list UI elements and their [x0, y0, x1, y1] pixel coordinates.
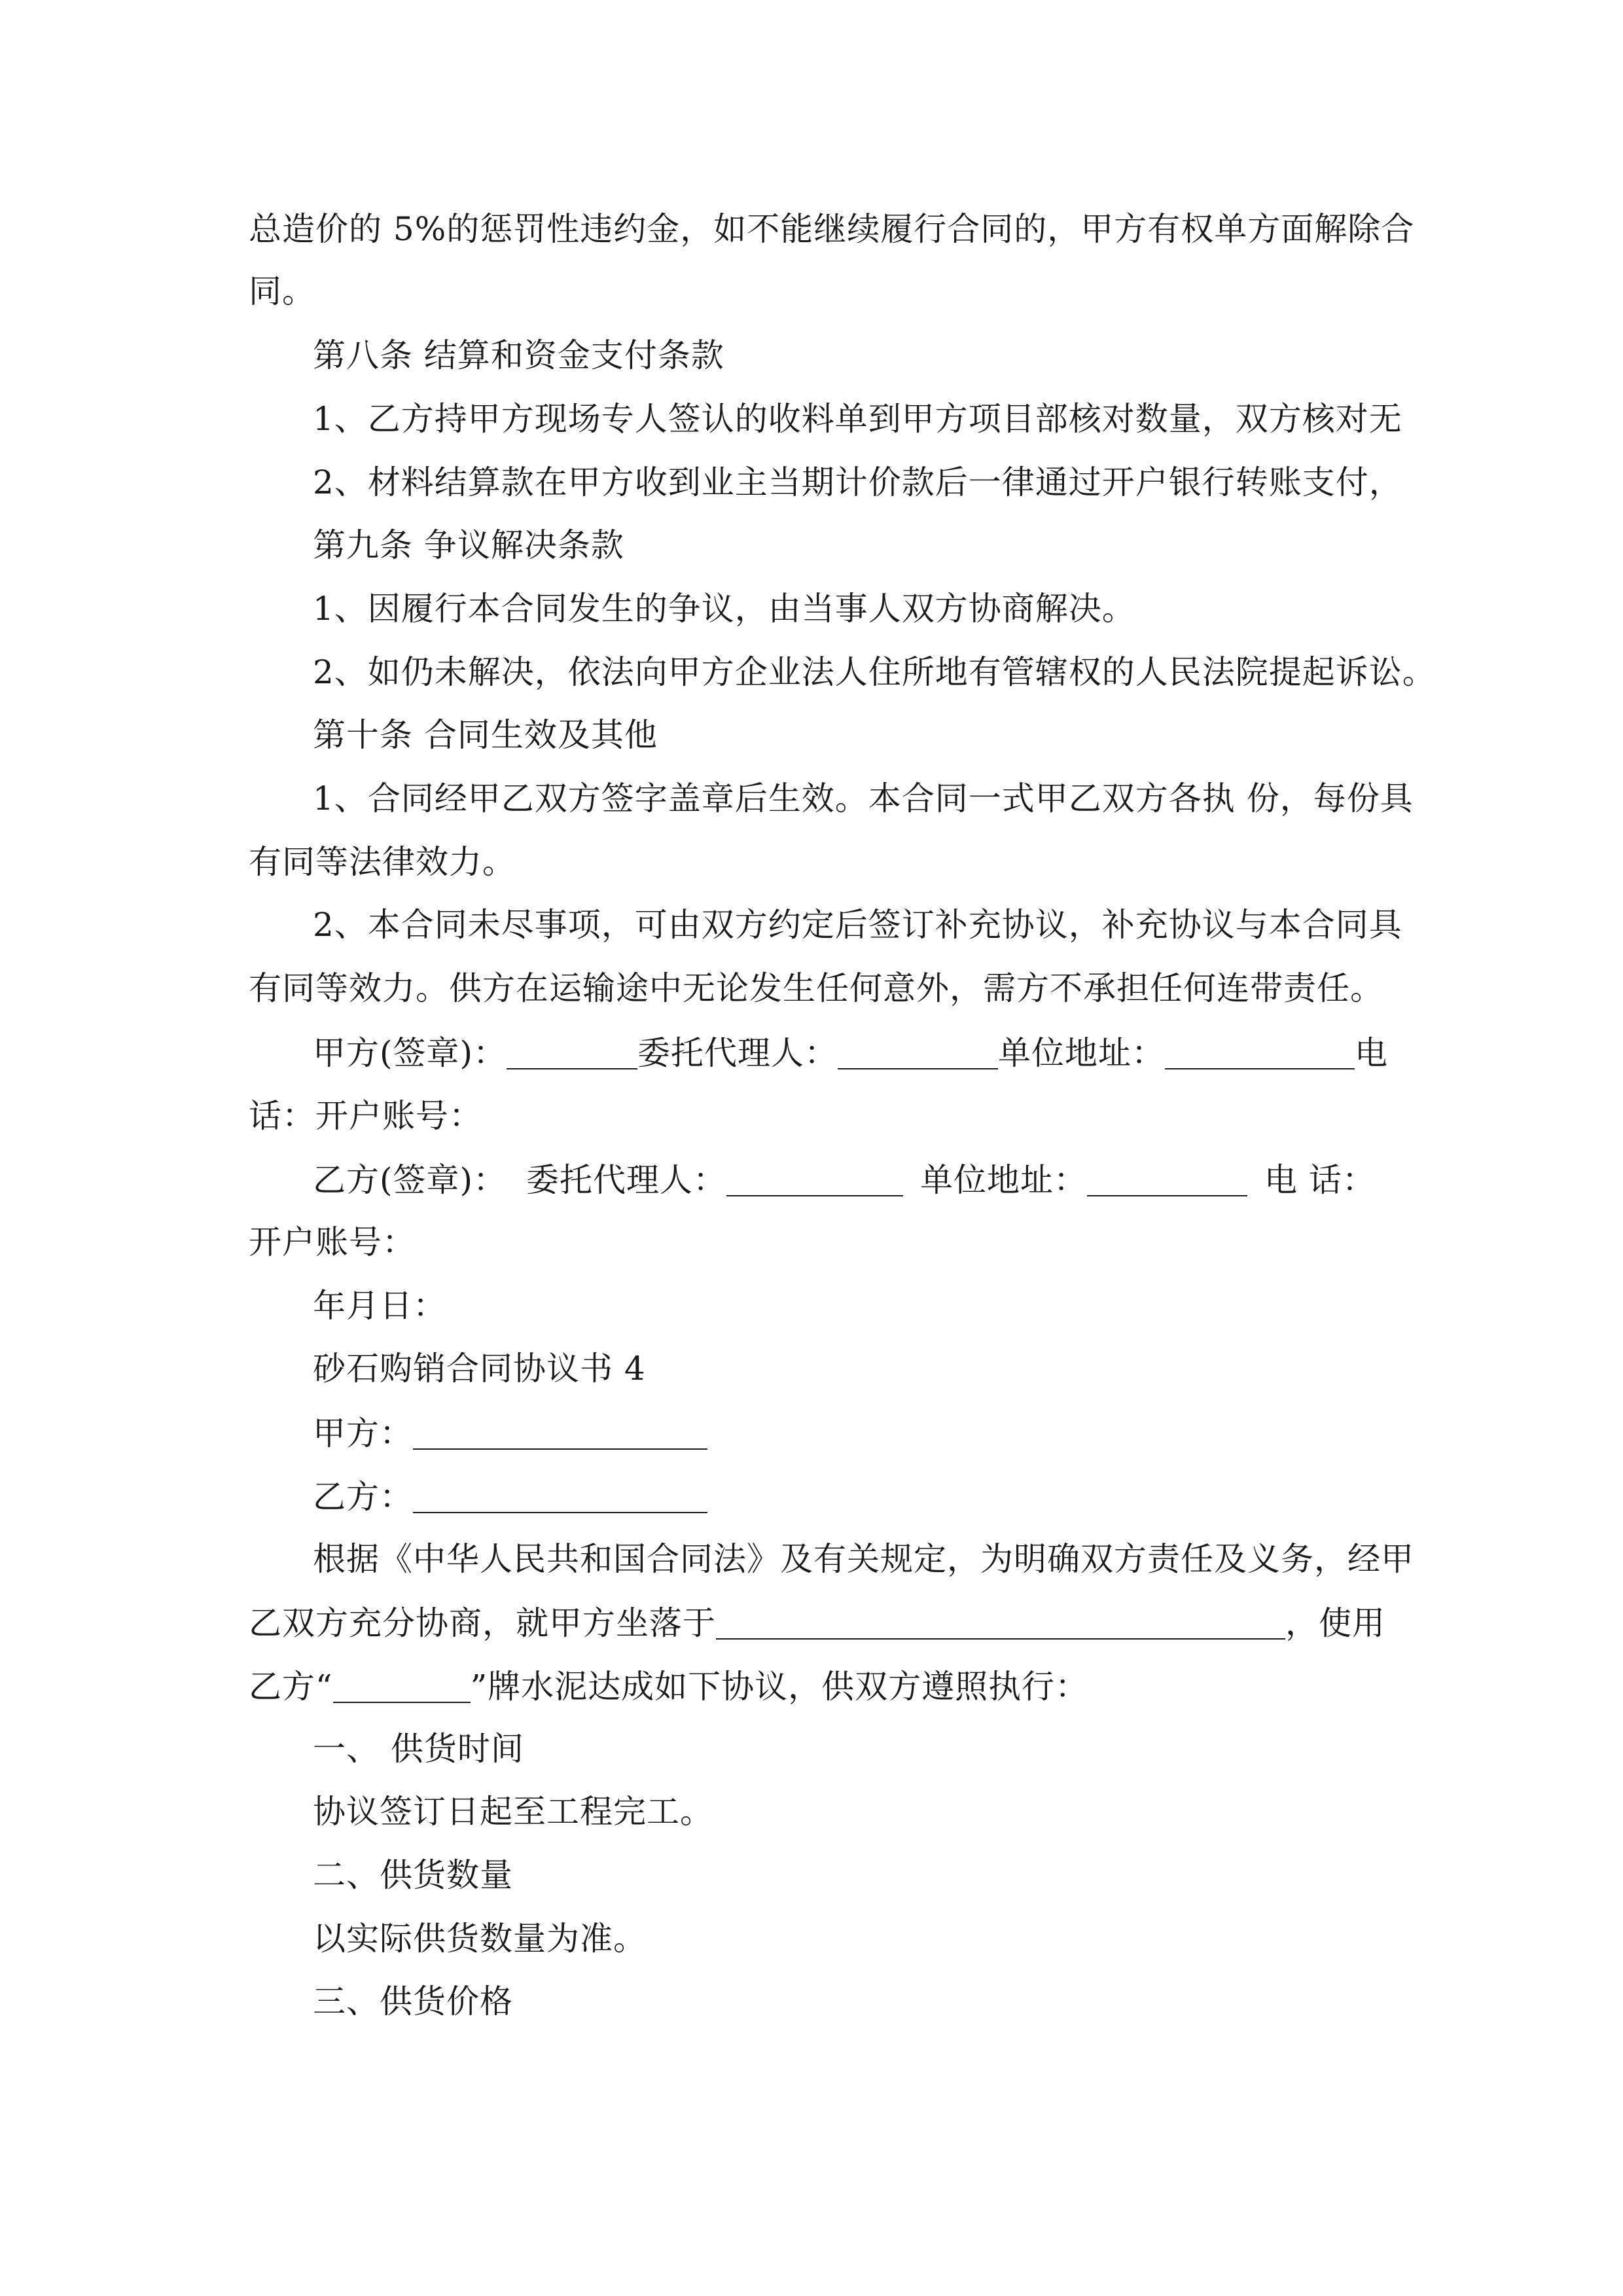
- party-a-sign-blank[interactable]: [507, 1035, 637, 1069]
- contract-title: 砂石购销合同协议书 4: [313, 1350, 646, 1388]
- party-a-agent-label: 委托代理人：: [637, 1034, 838, 1072]
- party-a-label: 甲方：: [313, 1414, 413, 1452]
- party-b-address-label: 单位地址：: [920, 1161, 1088, 1199]
- party-a-agent-blank[interactable]: [838, 1035, 998, 1069]
- party-b-agent-blank[interactable]: [726, 1162, 903, 1196]
- party-b-line: [313, 1478, 707, 1516]
- clause-line: 2、如仍未解决，依法向甲方企业法人住所地有管辖权的人民法院提起诉讼。: [313, 653, 1436, 691]
- party-b-account-label: 开户账号：: [249, 1223, 416, 1261]
- clause-line: 有同等法律效力。: [249, 843, 516, 881]
- clause-line: 有同等效力。供方在运输途中无论发生任何意外，需方不承担任何连带责任。: [249, 969, 1383, 1007]
- section-text: 协议签订日起至工程完工。: [313, 1793, 713, 1831]
- party-a-address-label: 单位地址：: [998, 1034, 1166, 1072]
- brand-prefix: 乙方“: [249, 1668, 333, 1706]
- clause-line: 2、本合同未尽事项，可由双方约定后签订补充协议，补充协议与本合同具: [313, 906, 1402, 944]
- signature-block-b: [313, 1161, 1376, 1199]
- party-b-sign-label: 乙方(签章)：: [313, 1161, 507, 1199]
- party-a-blank[interactable]: [413, 1416, 707, 1450]
- clause-line: 1、因履行本合同发生的争议，由当事人双方协商解决。: [313, 590, 1135, 628]
- party-a-sign-label: 甲方(签章)：: [313, 1034, 507, 1072]
- clause-line: 2、材料结算款在甲方收到业主当期计价款后一律通过开户银行转账支付，: [313, 463, 1402, 501]
- section-heading: 三、供货价格: [313, 1982, 513, 2020]
- paragraph-line: [249, 1605, 1385, 1640]
- section-heading: 二、供货数量: [313, 1856, 513, 1894]
- section-heading: 第九条 争议解决条款: [313, 526, 624, 564]
- section-text: 以实际供货数量为准。: [313, 1920, 647, 1958]
- paragraph-line: [249, 1668, 1089, 1706]
- paragraph-line: 根据《中华人民共和国合同法》及有关规定，为明确双方责任及义务，经甲: [313, 1540, 1414, 1578]
- paragraph-line: 同。: [249, 272, 315, 310]
- paragraph-line: 总造价的 5%的惩罚性违约金，如不能继续履行合同的，甲方有权单方面解除合: [249, 210, 1415, 248]
- party-b-blank[interactable]: [413, 1479, 707, 1513]
- party-a-phone-label: 电: [1355, 1034, 1389, 1072]
- brand-suffix: ”牌水泥达成如下协议，供双方遵照执行：: [470, 1668, 1089, 1706]
- location-blank[interactable]: [716, 1605, 1285, 1640]
- section-heading: 一、 供货时间: [313, 1730, 524, 1768]
- clause-line: 1、乙方持甲方现场专人签认的收料单到甲方项目部核对数量，双方核对无: [313, 400, 1402, 438]
- party-a-address-blank[interactable]: [1165, 1035, 1355, 1069]
- party-b-agent-label: 委托代理人：: [526, 1161, 727, 1199]
- signature-block-a: [313, 1034, 1389, 1072]
- party-a-phone-account: 话：开户账号：: [249, 1097, 482, 1135]
- brand-blank[interactable]: [333, 1669, 471, 1703]
- party-b-label: 乙方：: [313, 1478, 413, 1516]
- location-suffix: ，使用: [1285, 1604, 1385, 1642]
- clause-line: 1、合同经甲乙双方签字盖章后生效。本合同一式甲乙双方各执 份，每份具: [313, 780, 1414, 817]
- party-b-phone-label: 电 话：: [1264, 1161, 1376, 1199]
- section-heading: 第八条 结算和资金支付条款: [313, 336, 724, 374]
- date-line: 年月日：: [313, 1287, 446, 1325]
- section-heading: 第十条 合同生效及其他: [313, 716, 658, 754]
- party-a-line: [313, 1416, 707, 1450]
- location-prefix: 乙双方充分协商，就甲方坐落于: [249, 1604, 716, 1642]
- party-b-address-blank[interactable]: [1087, 1162, 1247, 1196]
